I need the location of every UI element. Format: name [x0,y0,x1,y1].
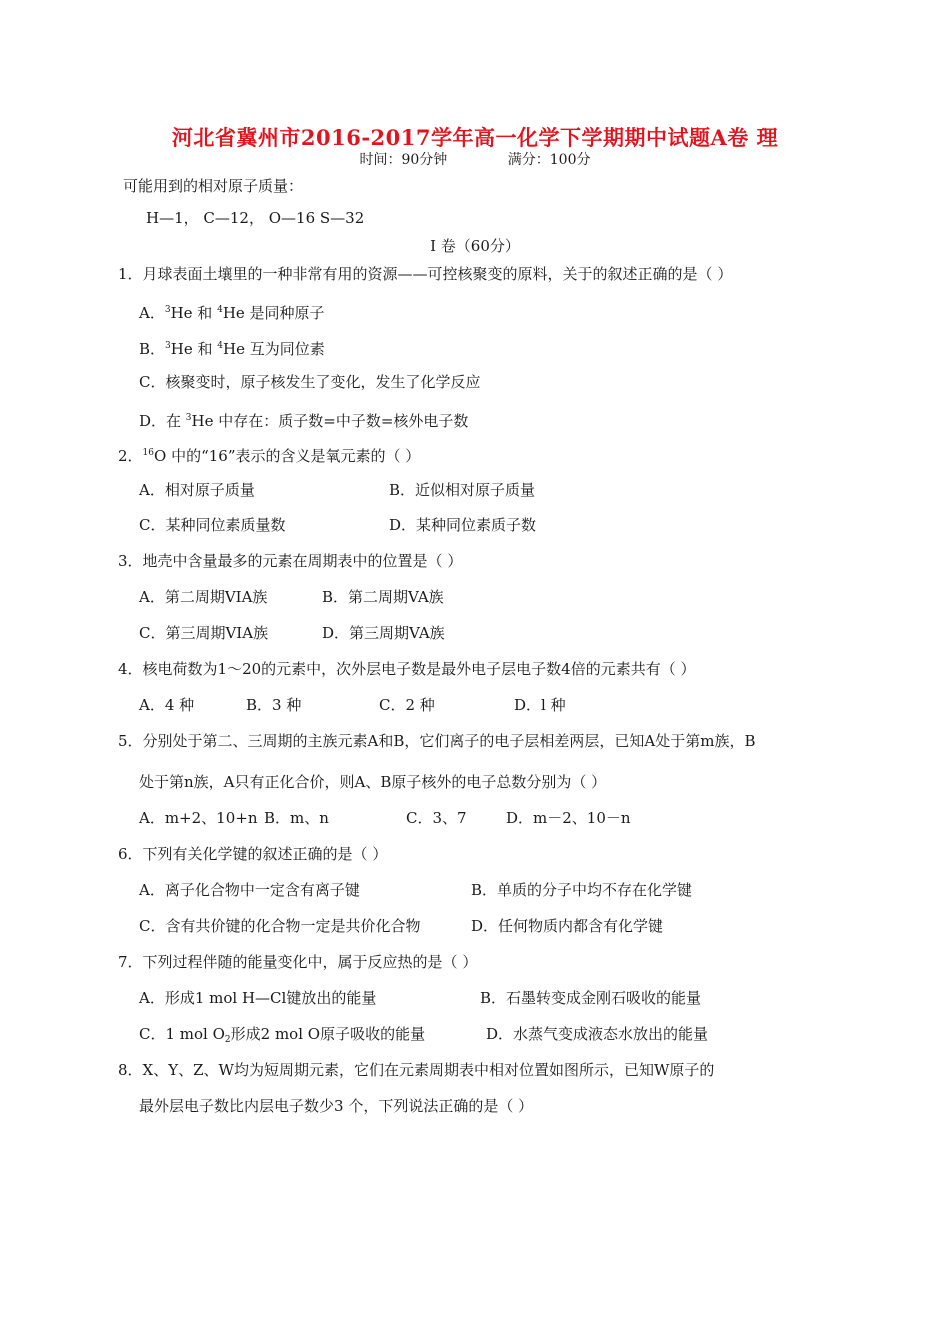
q3-option-d: D．第三周期VA族 [322,624,445,642]
q1-option-b: B．$^3$He 和 $^4$He 互为同位素 [139,340,325,358]
q8-stem-line2: 最外层电子数比内层电子数少3 个，下列说法正确的是（ ） [139,1097,534,1115]
q4-option-c: C．2 种 [379,696,435,714]
q7-option-d: D．水蒸气变成液态水放出的能量 [486,1025,709,1043]
q2-option-b: B．近似相对原子质量 [389,481,536,499]
q2-option-a: A．相对原子质量 [139,481,255,499]
q3-stem: 3．地壳中含量最多的元素在周期表中的位置是（ ） [118,552,463,570]
q3-option-c: C．第三周期VIA族 [139,624,269,642]
q4-option-a: A．4 种 [139,696,195,714]
q7-option-b: B．石墨转变成金刚石吸收的能量 [480,989,702,1007]
q6-stem: 6．下列有关化学键的叙述正确的是（ ） [118,845,388,863]
atomic-mass-values: H—1， C—12， O—16 S—32 [146,209,365,227]
q3-option-b: B．第二周期VA族 [322,588,444,606]
exam-title: 河北省冀州市2016-2017学年高一化学下学期期中试题A卷 理 [171,125,779,150]
q1-option-a: A．$^3$He 和 $^4$He 是同种原子 [139,304,325,322]
q2-option-c: C．某种同位素质量数 [139,516,286,534]
q1-option-d: D．在 $^3$He 中存在：质子数=中子数=核外电子数 [139,412,469,430]
exam-time: 时间：90分钟 [359,152,448,168]
q8-stem-line1: 8．X、Y、Z、W均为短周期元素，它们在元素周期表中相对位置如图所示，已知W原子的 [118,1061,715,1079]
q5-option-d: D．m－2、10－n [506,809,631,827]
q4-stem: 4．核电荷数为1～20的元素中，次外层电子数是最外电子层电子数4倍的元素共有（ ） [118,660,696,678]
q1-option-c: C．核聚变时，原子核发生了变化，发生了化学反应 [139,373,481,391]
q5-stem-line2: 处于第n族，A只有正化合价，则A、B原子核外的电子总数分别为（ ） [139,773,607,791]
q3-option-a: A．第二周期VIA族 [139,588,268,606]
q5-stem-line1: 5．分别处于第二、三周期的主族元素A和B，它们离子的电子层相差两层，已知A处于第m族，B [118,732,756,750]
exam-meta [0,149,950,169]
q6-option-d: D．任何物质内都含有化学键 [471,917,664,935]
q7-option-c: C．1 mol $O_2$形成2 mol O原子吸收的能量 [139,1025,426,1045]
q4-option-d: D．l 种 [514,696,566,714]
q2-stem: 2．$^{16}$O 中的“16”表示的含义是氧元素的（ ） [118,447,421,465]
q2-option-d: D．某种同位素质子数 [389,516,537,534]
exam-score: 满分：100分 [507,152,591,168]
q5-option-a: A．m+2、10+n [139,809,258,827]
q1-stem: 1．月球表面土壤里的一种非常有用的资源——可控核聚变的原料，关于的叙述正确的是（ ） [118,265,733,283]
q6-option-b: B．单质的分子中均不存在化学键 [471,881,693,899]
q7-option-a: A．形成1 mol H—Cl键放出的能量 [139,989,377,1007]
q6-option-c: C．含有共价键的化合物一定是共价化合物 [139,917,421,935]
atomic-mass-label: 可能用到的相对原子质量： [123,177,304,195]
section-heading: Ⅰ 卷（60分） [430,237,520,255]
q6-option-a: A．离子化合物中一定含有离子键 [139,881,360,899]
q5-option-b: B．m、n [264,809,329,827]
q4-option-b: B．3 种 [246,696,302,714]
q7-stem: 7．下列过程伴随的能量变化中，属于反应热的是（ ） [118,953,478,971]
q5-option-c: C．3、7 [406,809,467,827]
